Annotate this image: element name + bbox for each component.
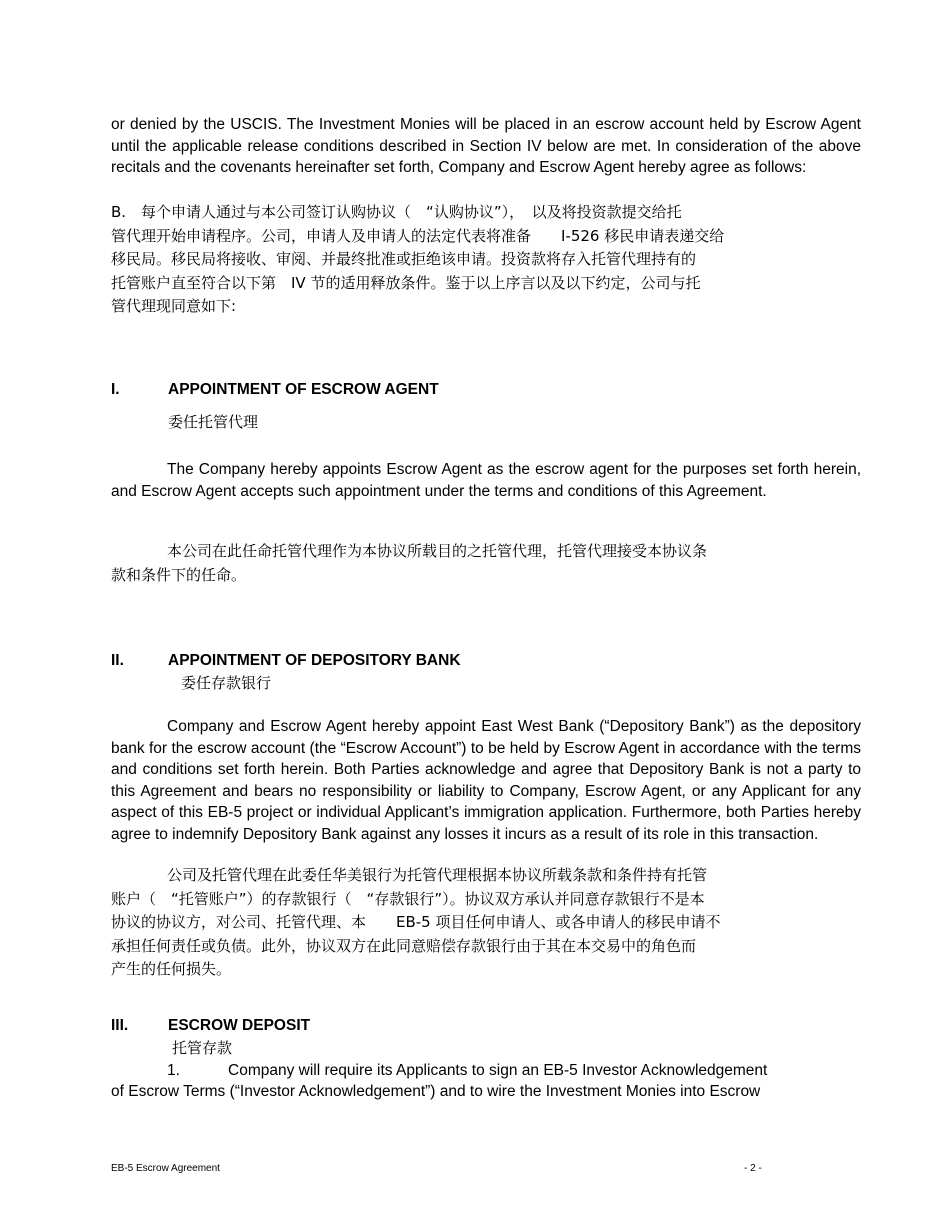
section-3-item-line-1: Company will require its Applicants to sign an EB-5 Investor Acknowledgement [228,1062,768,1079]
intro-paragraph-cn [111,201,861,319]
cn-line: 本公司在此任命托管代理作为本协议所载目的之托管代理，托管代理接受本协议条 [167,542,708,560]
section-3-title: ESCROW DEPOSIT [168,1017,311,1034]
section-3-number: III. [111,1017,129,1034]
cn-line: B. 每个申请人通过与本公司签订认购协议（ “认购协议”）， 以及将投资款提交给托 [111,203,682,221]
section-2-title: APPOINTMENT OF DEPOSITORY BANK [168,652,461,669]
cn-line: 协议的协议方，对公司、托管代理、本 EB-5 项目任何申请人、或各申请人的移民申请不 [111,913,721,931]
section-2-number: II. [111,652,124,669]
cn-line: 账户（ “托管账户”）的存款银行（ “存款银行”）。协议双方承认并同意存款银行不是本 [111,889,705,908]
section-1-subtitle-cn: 委任托管代理 [168,413,259,431]
section-1-number: I. [111,381,120,398]
cn-line: 管代理现同意如下: [111,297,237,315]
section-3-item-line-2: of Escrow Terms (“Investor Acknowledgement”) and to wire the Investment Monies into Escrow [111,1083,761,1100]
footer-document-title: EB-5 Escrow Agreement [111,1163,220,1174]
section-3-item-number: 1. [167,1062,180,1079]
section-2-subtitle-cn: 委任存款银行 [181,674,272,692]
section-3-subtitle-cn: 托管存款 [172,1039,233,1057]
cn-line: 移民局。移民局将接收、审阅、并最终批准或拒绝该申请。投资款将存入托管代理持有的 [111,250,697,268]
section-2-body-en: Company and Escrow Agent hereby appoint East West Bank (“Depository Bank”) as the depository bank for the escrow account (the “Escrow Account”) to be held by Escrow Agent in accordance with the terms and conditions set forth herein. Both Parties acknowledge and agree that Depository Bank is not a party to this Agreement and bears no responsibility or liability to Company, Escrow Agent, or any Applicant for any aspect of this EB-5 project or individual Applicant’s immigration application. Furthermore, both Parties hereby agree to indemnify Depository Bank against any losses it incurs as a result of its role in this transaction. [111,718,861,843]
cn-line: 公司及托管代理在此委任华美银行为托管代理根据本协议所载条款和条件持有托管 [167,866,708,884]
section-1-body-cn [111,540,861,587]
section-1-title: APPOINTMENT OF ESCROW AGENT [168,381,439,398]
cn-line: 管代理开始申请程序。公司，申请人及申请人的法定代表将准备 I-526 移民申请表递交给 [111,226,725,245]
cn-line: 产生的任何损失。 [111,960,232,978]
cn-line: 托管账户直至符合以下第 IV 节的适用释放条件。鉴于以上序言以及以下约定，公司与托 [111,273,701,292]
section-2-body-cn [111,864,861,982]
cn-line: 款和条件下的任命。 [111,565,247,584]
intro-paragraph-en: or denied by the USCIS. The Investment Monies will be placed in an escrow account held by Escrow Agent until the applicable release conditions described in Section IV below are met. In consideration of the above recitals and the covenants hereinafter set forth, Company and Escrow Agent hereby agree as follows: [111,116,861,176]
section-1-body-en: The Company hereby appoints Escrow Agent as the escrow agent for the purposes set forth herein, and Escrow Agent accepts such appointment under the terms and conditions of this Agreement. [111,461,861,500]
footer-page-number: - 2 - [744,1163,762,1174]
cn-line: 承担任何责任或负债。此外，协议双方在此同意赔偿存款银行由于其在本交易中的角色而 [111,936,697,955]
